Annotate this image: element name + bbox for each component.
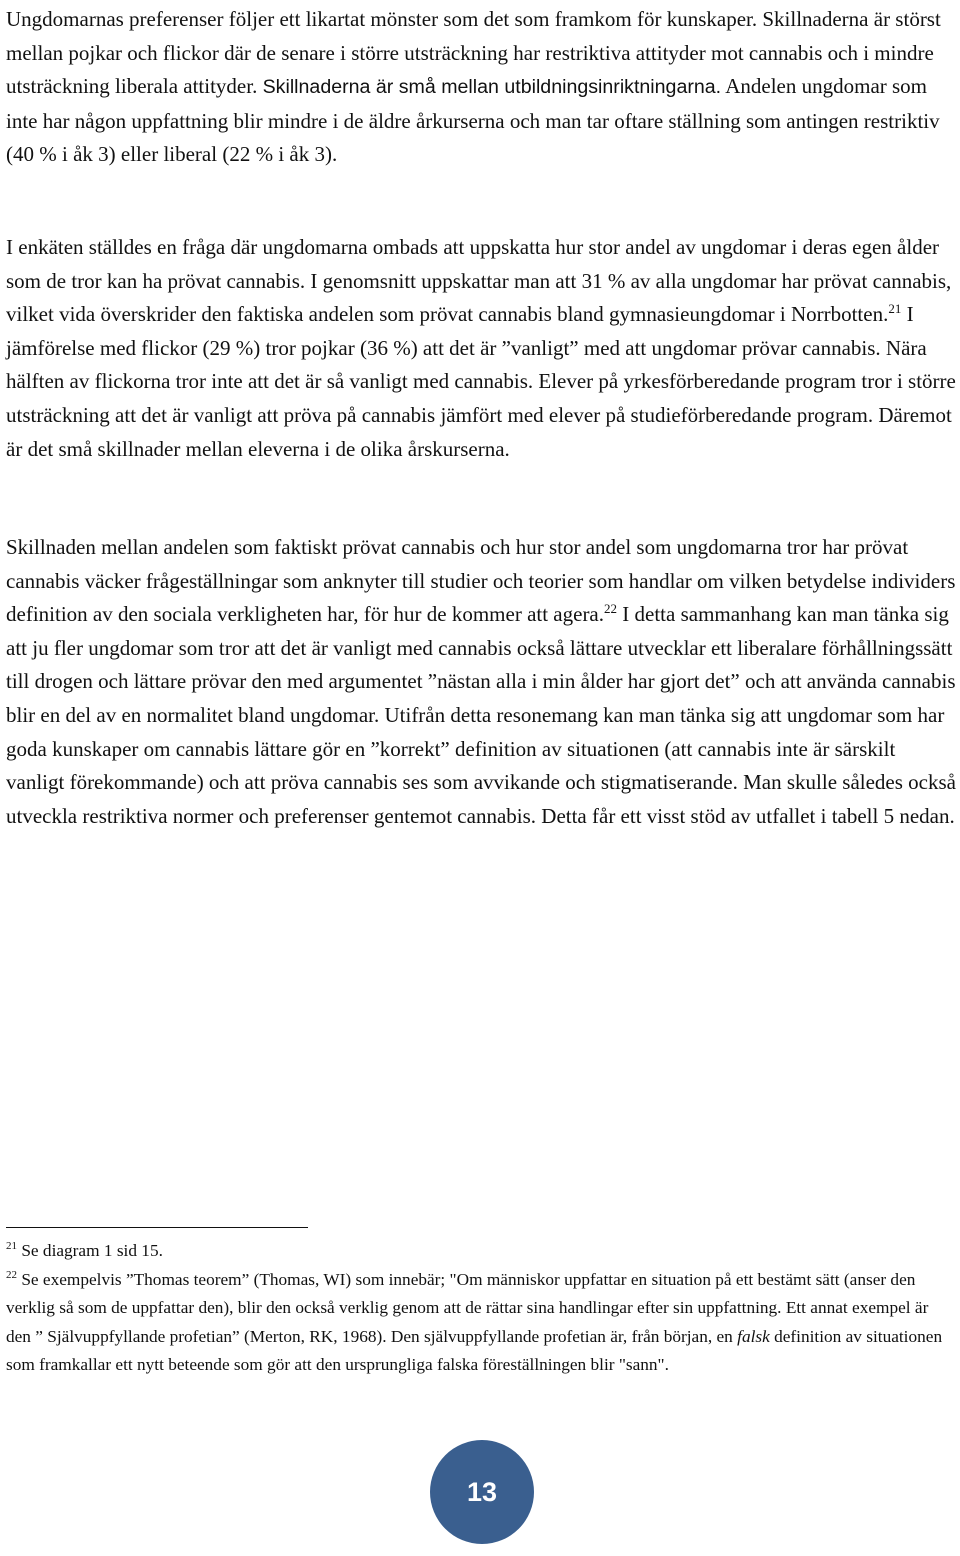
footnotes — [6, 1237, 956, 1380]
p1-text-a: Ungdomarnas preferenser följer ett likartat mönster som det som framkom för kunskaper. Skillnaderna är störst mellan pojkar och flickor där de senare i större utsträckning har restriktiva attityder mot cannabis och i mindre utsträckning liberala attityder. — [6, 7, 941, 99]
footnote-21-text: Se diagram 1 sid 15. — [17, 1241, 163, 1260]
footnote-22-text-b: definition av situationen som framkallar ett nytt beteende som gör att den ursprungliga falska föreställningen blir "sann". — [6, 1326, 943, 1375]
p2-text-b: I jämförelse med flickor (29 %) tror pojkar (36 %) att det är ”vanligt” med att ungdomar prövar cannabis. Nära hälften av flickorna tror inte att det är så vanligt med cannabis. Elever på yrkesförberedande program tror i större utsträckning att det är vanligt att pröva på cannabis jämfört med elever på studieförberedande program. Däremot är det små skillnader mellan eleverna i de olika årskurserna. — [6, 302, 956, 461]
paragraph-preferences — [6, 3, 956, 172]
p1-text-sans: Skillnaderna är små mellan utbildningsinriktningarna. — [262, 76, 722, 99]
p1-text-b: Andelen ungdomar som inte har någon uppfattning blir mindre i de äldre årkurserna och man tar oftare ställning som antingen restriktiv (40 % i åk 3) eller liberal (22 % i åk 3). — [6, 74, 940, 167]
page-number: 13 — [466, 1476, 498, 1507]
footnote-22-italic: falsk — [737, 1326, 770, 1346]
footnote-number-21: 21 — [6, 1240, 17, 1253]
footnote-21 — [6, 1237, 956, 1266]
footnote-22-text-a: Se exempelvis ”Thomas teorem” (Thomas, WI) som innebär; "Om människor uppfattar en situation på ett bestämt sätt (anser den verklig så som de uppfattar den), blir den också verklig genom att de rättar sina handlingar efter sin uppfattning. Ett annat exempel är den ” Självuppfyllande profetian” (Merton, RK, 1968). Den självuppfyllande profetian är, från början, en — [6, 1269, 929, 1346]
page-number-badge — [430, 1440, 534, 1544]
footnote-ref-22: 22 — [604, 601, 618, 617]
footnote-22 — [6, 1266, 956, 1380]
p3-text-a: Skillnaden mellan andelen som faktiskt prövat cannabis och hur stor andel som ungdomarna tror har prövat cannabis väcker frågeställningar som anknyter till studier och teorier som handlar om vilken betydelse individers definition av den sociala verkligheten har, för hur de kommer att agera. — [6, 535, 956, 627]
footnote-ref-21: 21 — [888, 301, 902, 317]
p2-text-a: I enkäten ställdes en fråga där ungdomarna ombads att uppskatta hur stor andel av ungdomar i deras egen ålder som de tror kan ha prövat cannabis. I genomsnitt uppskattar man att 31 % av alla ungdomar har prövat cannabis, vilket vida överskrider den faktiska andelen som prövat cannabis bland gymnasieungdomar i Norrbotten. — [6, 235, 952, 327]
footnote-divider — [6, 1227, 308, 1228]
footnote-number-22: 22 — [6, 1268, 17, 1281]
p3-text-b: I detta sammanhang kan man tänka sig att ju fler ungdomar som tror att det är vanligt med cannabis också lättare utvecklar ett liberalare förhållningssätt till drogen och lättare prövar den med argumentet ”nästan alla i min ålder har gjort det” och att använda cannabis blir en del av en normalitet bland ungdomar. Utifrån detta resonemang kan man tänka sig att ungdomar som har goda kunskaper om cannabis lättare gör en ”korrekt” definition av situationen (att cannabis inte är särskilt vanligt förekommande) och att pröva cannabis ses som avvikande och stigmatiserande. Man skulle således också utveckla restriktiva normer och preferenser gentemot cannabis. Detta får ett visst stöd av utfallet i tabell 5 nedan. — [6, 602, 956, 828]
paragraph-estimate — [6, 231, 956, 466]
paragraph-difference — [6, 531, 956, 833]
